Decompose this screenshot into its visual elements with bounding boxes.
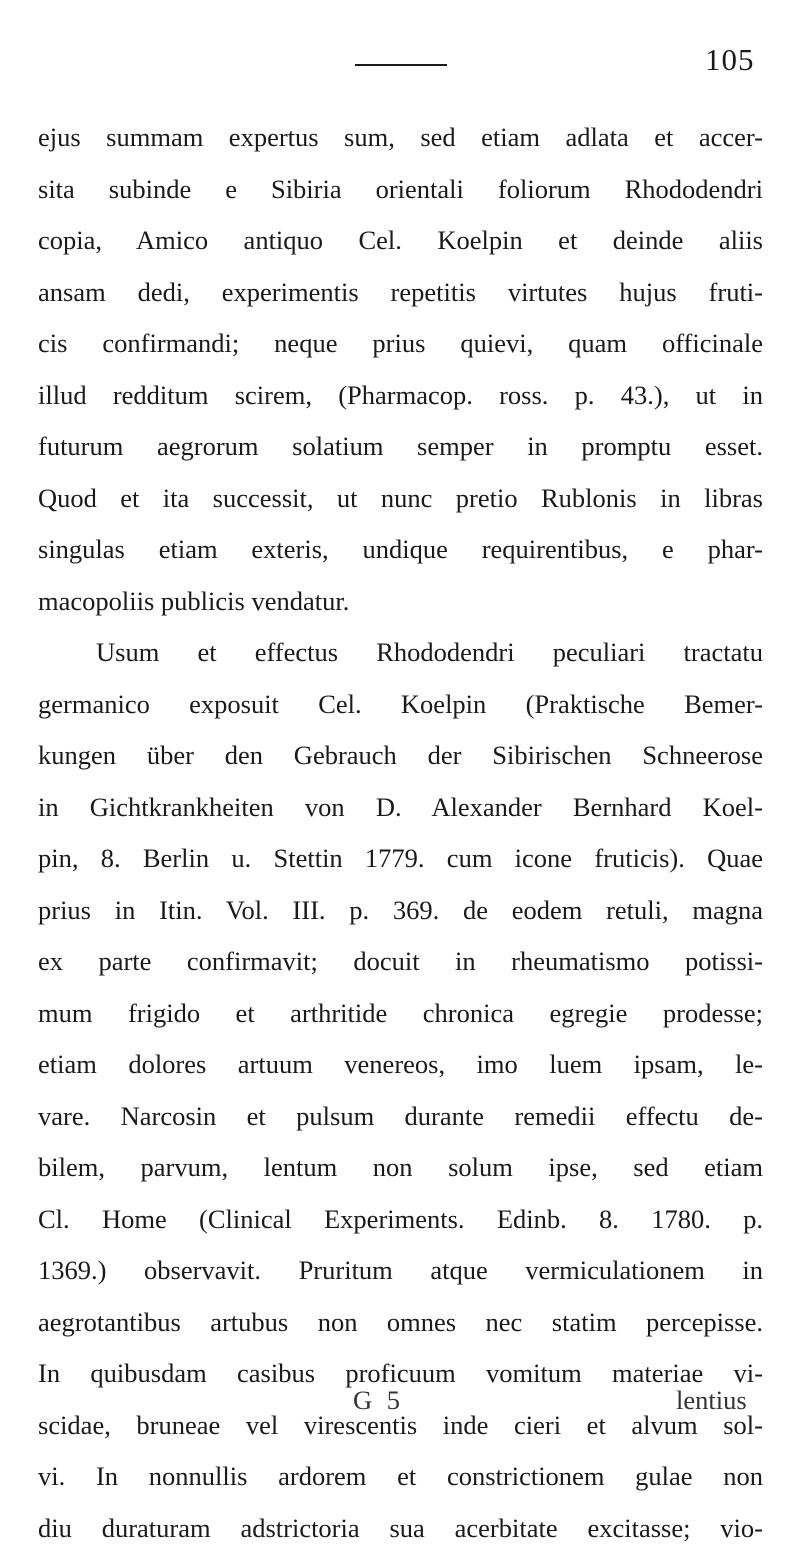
text-line: mum frigido et arthritide chronica egregie prodesse; [38, 988, 763, 1040]
text-line: ansam dedi, experimentis repetitis virtutes hujus fruti- [38, 267, 763, 319]
body-text [38, 112, 763, 1554]
text-line: ex parte confirmavit; docuit in rheumatismo potissi- [38, 936, 763, 988]
text-line: In quibusdam casibus proficuum vomitum materiae vi- [38, 1348, 763, 1400]
text-line: futurum aegrorum solatium semper in promptu esset. [38, 421, 763, 473]
text-line: vare. Narcosin et pulsum durante remedii effectu de- [38, 1091, 763, 1143]
text-line: Quod et ita successit, ut nunc pretio Rublonis in libras [38, 473, 763, 525]
text-line: 1369.) observavit. Pruritum atque vermiculationem in [38, 1245, 763, 1297]
text-line: scidae, bruneae vel virescentis inde cieri et alvum sol- [38, 1400, 763, 1452]
text-line: prius in Itin. Vol. III. p. 369. de eodem retuli, magna [38, 885, 763, 937]
text-line: diu duraturam adstrictoria sua acerbitate excitasse; vio- [38, 1503, 763, 1554]
text-line: kungen über den Gebrauch der Sibirischen Schneerose [38, 730, 763, 782]
text-line: singulas etiam exteris, undique requirentibus, e phar- [38, 524, 763, 576]
page-number: 105 [705, 44, 755, 75]
text-line: aegrotantibus artubus non omnes nec statim percepisse. [38, 1297, 763, 1349]
signature-mark: G 5 [353, 1385, 404, 1416]
text-line: Cl. Home (Clinical Experiments. Edinb. 8. 1780. p. [38, 1194, 763, 1246]
catchword: lentius [676, 1385, 747, 1416]
page-footer [0, 1385, 800, 1425]
text-line: in Gichtkrankheiten von D. Alexander Bernhard Koel- [38, 782, 763, 834]
text-line: copia, Amico antiquo Cel. Koelpin et deinde aliis [38, 215, 763, 267]
text-line: bilem, parvum, lentum non solum ipse, sed etiam [38, 1142, 763, 1194]
text-line: germanico exposuit Cel. Koelpin (Praktische Bemer- [38, 679, 763, 731]
text-line: etiam dolores artuum venereos, imo luem ipsam, le- [38, 1039, 763, 1091]
header-rule [355, 64, 447, 66]
text-line: ejus summam expertus sum, sed etiam adlata et accer- [38, 112, 763, 164]
text-line: Usum et effectus Rhododendri peculiari tractatu [38, 627, 763, 679]
text-line: cis confirmandi; neque prius quievi, quam officinale [38, 318, 763, 370]
text-line: illud redditum scirem, (Pharmacop. ross. p. 43.), ut in [38, 370, 763, 422]
text-line: vi. In nonnullis ardorem et constrictionem gulae non [38, 1451, 763, 1503]
text-line: macopoliis publicis vendatur. [38, 576, 763, 628]
text-line: pin, 8. Berlin u. Stettin 1779. cum icone fruticis). Quae [38, 833, 763, 885]
text-line: sita subinde e Sibiria orientali foliorum Rhododendri [38, 164, 763, 216]
